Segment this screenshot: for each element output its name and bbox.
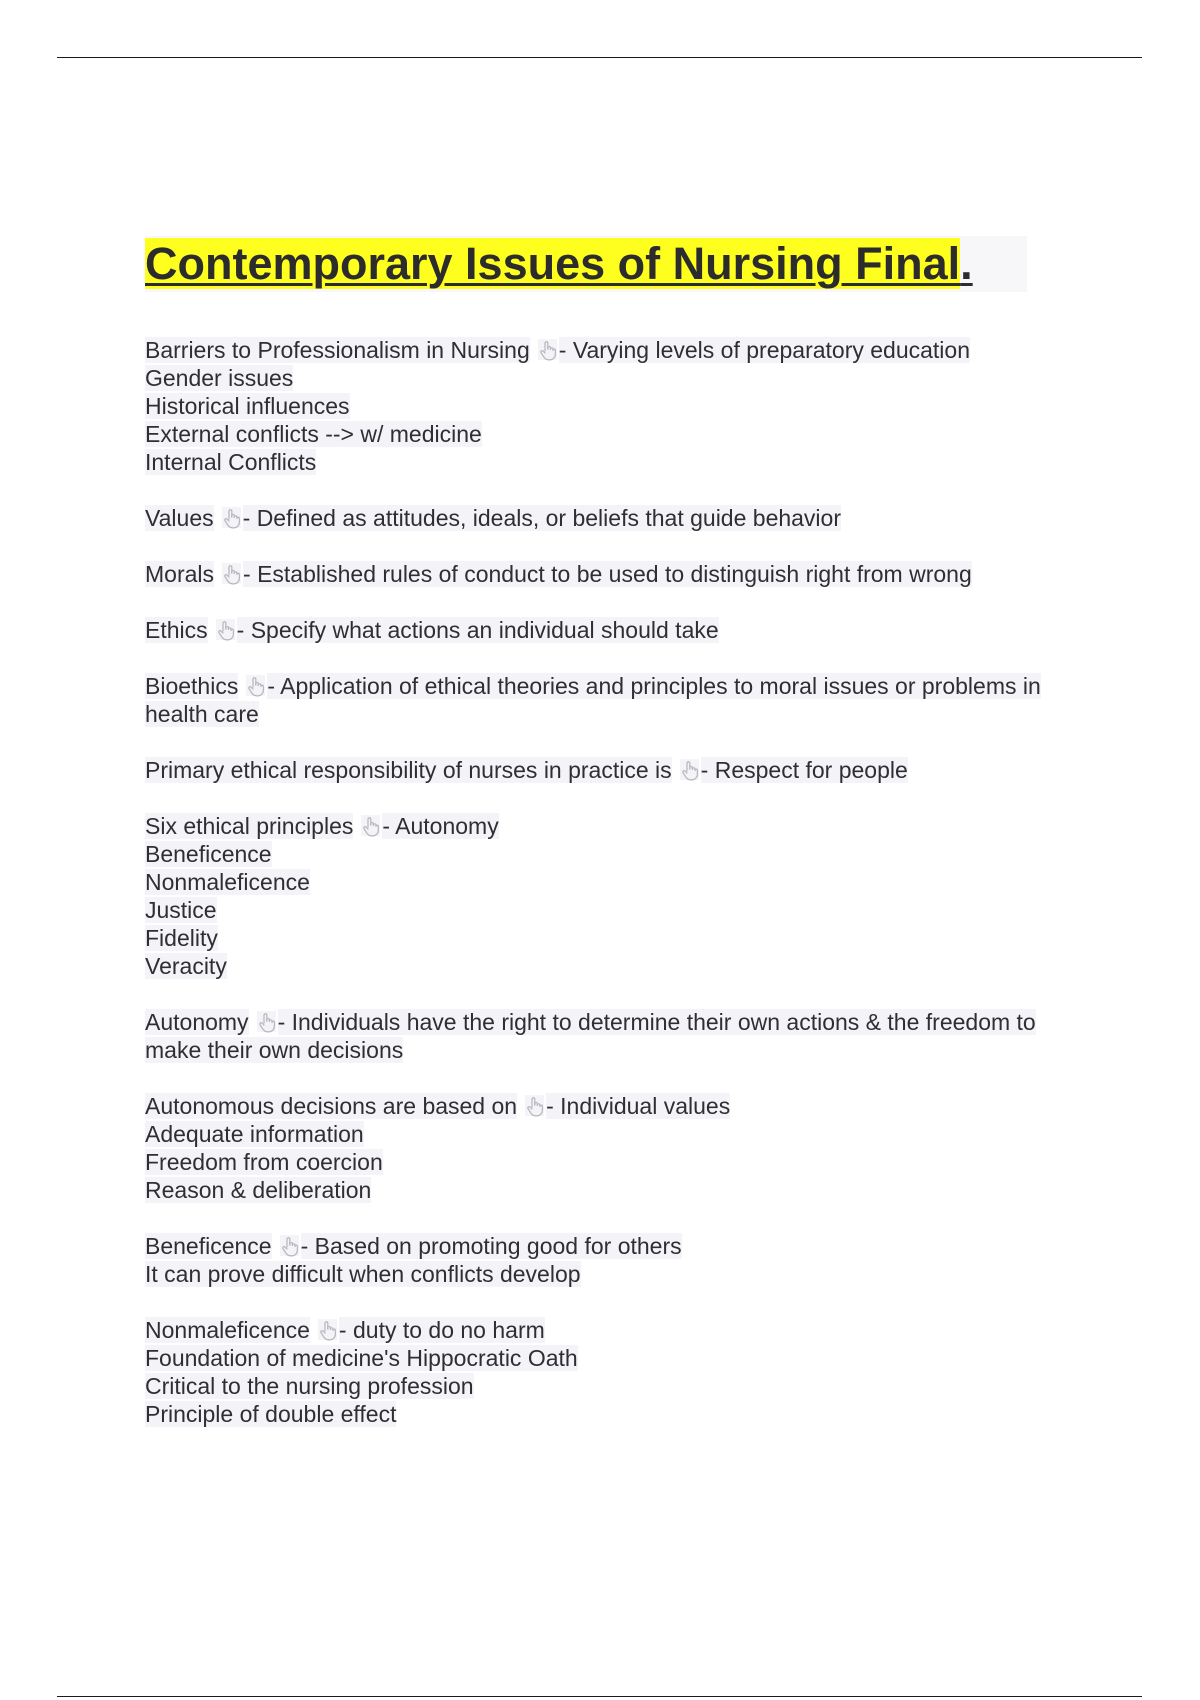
separator-dash: - (382, 813, 396, 839)
flashcard-term: Nonmaleficence (145, 1317, 310, 1343)
flashcard-answer: Adequate information (145, 1121, 364, 1147)
flashcard-item (145, 1092, 1090, 1204)
pointing-hand-icon (222, 563, 241, 584)
flashcard-item (145, 504, 1090, 532)
flashcard-answer: It can prove difficult when conflicts develop (145, 1261, 581, 1287)
flashcard-answer: Historical influences (145, 393, 350, 419)
flashcard-answer: Based on promoting good for others (314, 1233, 682, 1259)
pointing-hand-icon (222, 507, 241, 528)
flashcard-answer: Freedom from coercion (145, 1149, 383, 1175)
flashcard-term: Bioethics (145, 673, 239, 699)
pointing-hand-icon (680, 759, 699, 780)
flashcard-first-line (145, 1316, 1090, 1344)
flashcard-answer: Justice (145, 897, 217, 923)
flashcard-first-line (145, 560, 1090, 588)
flashcard-item (145, 672, 1090, 728)
title-block (145, 236, 1027, 292)
pointing-hand-icon (538, 339, 557, 360)
flashcard-answer: Veracity (145, 953, 227, 979)
flashcard-answer: Respect for people (714, 757, 908, 783)
flashcard-first-line (145, 1232, 1090, 1260)
flashcard-answer-line (145, 952, 1090, 980)
flashcard-answer-line (145, 896, 1090, 924)
pointing-hand-icon (525, 1095, 544, 1116)
title-text: Contemporary Issues of Nursing Final (145, 238, 961, 289)
flashcard-term: Values (145, 505, 214, 531)
flashcard-answer: External conflicts --> w/ medicine (145, 421, 482, 447)
flashcard-answer: Autonomy (395, 813, 499, 839)
flashcard-item (145, 812, 1090, 980)
separator-dash: - (243, 561, 258, 587)
separator-dash: - (338, 1317, 353, 1343)
flashcard-item (145, 1008, 1090, 1064)
flashcard-answer-line (145, 364, 1090, 392)
flashcard-answer: duty to do no harm (352, 1317, 545, 1343)
flashcard-answer-line (145, 1260, 1090, 1288)
flashcard-answer-line (145, 868, 1090, 896)
flashcard-answer-line (145, 448, 1090, 476)
flashcard-answer-line (145, 1148, 1090, 1176)
flashcard-answer-line (145, 924, 1090, 952)
flashcard-term: Six ethical principles (145, 813, 354, 839)
pointing-hand-icon (280, 1235, 299, 1256)
flashcard-answer: Specify what actions an individual should take (250, 617, 719, 643)
flashcard-first-line (145, 812, 1090, 840)
flashcard-list (145, 336, 1090, 1428)
flashcard-answer: Application of ethical theories and principles to moral issues or problems in health care (145, 673, 1041, 727)
pointing-hand-icon (318, 1319, 337, 1340)
flashcard-item (145, 1316, 1090, 1428)
flashcard-answer-line (145, 1176, 1090, 1204)
flashcard-answer: Defined as attitudes, ideals, or beliefs that guide behavior (256, 505, 841, 531)
flashcard-item (145, 560, 1090, 588)
flashcard-term: Autonomous decisions are based on (145, 1093, 518, 1119)
separator-dash: - (300, 1233, 315, 1259)
flashcard-answer: Gender issues (145, 365, 294, 391)
pointing-hand-icon (216, 619, 235, 640)
flashcard-answer: Individual values (560, 1093, 731, 1119)
document-body (145, 236, 1090, 1456)
flashcard-item (145, 756, 1090, 784)
page-title (145, 238, 973, 289)
flashcard-term: Ethics (145, 617, 208, 643)
flashcard-answer: Principle of double effect (145, 1401, 397, 1427)
pointing-hand-icon (257, 1011, 276, 1032)
flashcard-first-line (145, 672, 1090, 728)
flashcard-term: Barriers to Professionalism in Nursing (145, 337, 530, 363)
flashcard-answer-line (145, 840, 1090, 868)
separator-dash: - (558, 337, 573, 363)
flashcard-answer-line (145, 420, 1090, 448)
flashcard-first-line (145, 616, 1090, 644)
flashcard-answer-line (145, 1344, 1090, 1372)
flashcard-answer: Fidelity (145, 925, 218, 951)
flashcard-first-line (145, 504, 1090, 532)
pointing-hand-icon (361, 815, 380, 836)
separator-dash: - (236, 617, 251, 643)
flashcard-first-line (145, 1092, 1090, 1120)
flashcard-answer: Internal Conflicts (145, 449, 317, 475)
separator-dash: - (277, 1009, 292, 1035)
flashcard-item (145, 1232, 1090, 1288)
flashcard-term: Primary ethical responsibility of nurses in practice is (145, 757, 672, 783)
flashcard-answer: Foundation of medicine's Hippocratic Oath (145, 1345, 578, 1371)
flashcard-answer-line (145, 1120, 1090, 1148)
flashcard-first-line (145, 1008, 1090, 1064)
title-period: . (960, 238, 973, 289)
separator-dash: - (242, 505, 257, 531)
flashcard-item (145, 616, 1090, 644)
flashcard-item (145, 336, 1090, 476)
separator-dash: - (546, 1093, 561, 1119)
flashcard-answer: Nonmaleficence (145, 869, 310, 895)
separator-dash: - (267, 673, 281, 699)
top-rule (57, 57, 1142, 58)
pointing-hand-icon (246, 675, 265, 696)
flashcard-term: Beneficence (145, 1233, 272, 1259)
flashcard-term: Autonomy (145, 1009, 249, 1035)
flashcard-answer: Reason & deliberation (145, 1177, 372, 1203)
flashcard-answer: Established rules of conduct to be used to distinguish right from wrong (257, 561, 972, 587)
flashcard-first-line (145, 336, 1090, 364)
flashcard-answer: Beneficence (145, 841, 272, 867)
flashcard-term: Morals (145, 561, 215, 587)
separator-dash: - (700, 757, 715, 783)
bottom-rule (57, 1696, 1142, 1697)
flashcard-answer: Critical to the nursing profession (145, 1373, 474, 1399)
flashcard-answer: Varying levels of preparatory education (572, 337, 971, 363)
flashcard-answer: Individuals have the right to determine their own actions & the freedom to make their own decisions (145, 1009, 1036, 1063)
flashcard-answer-line (145, 392, 1090, 420)
flashcard-answer-line (145, 1400, 1090, 1428)
flashcard-answer-line (145, 1372, 1090, 1400)
flashcard-first-line (145, 756, 1090, 784)
